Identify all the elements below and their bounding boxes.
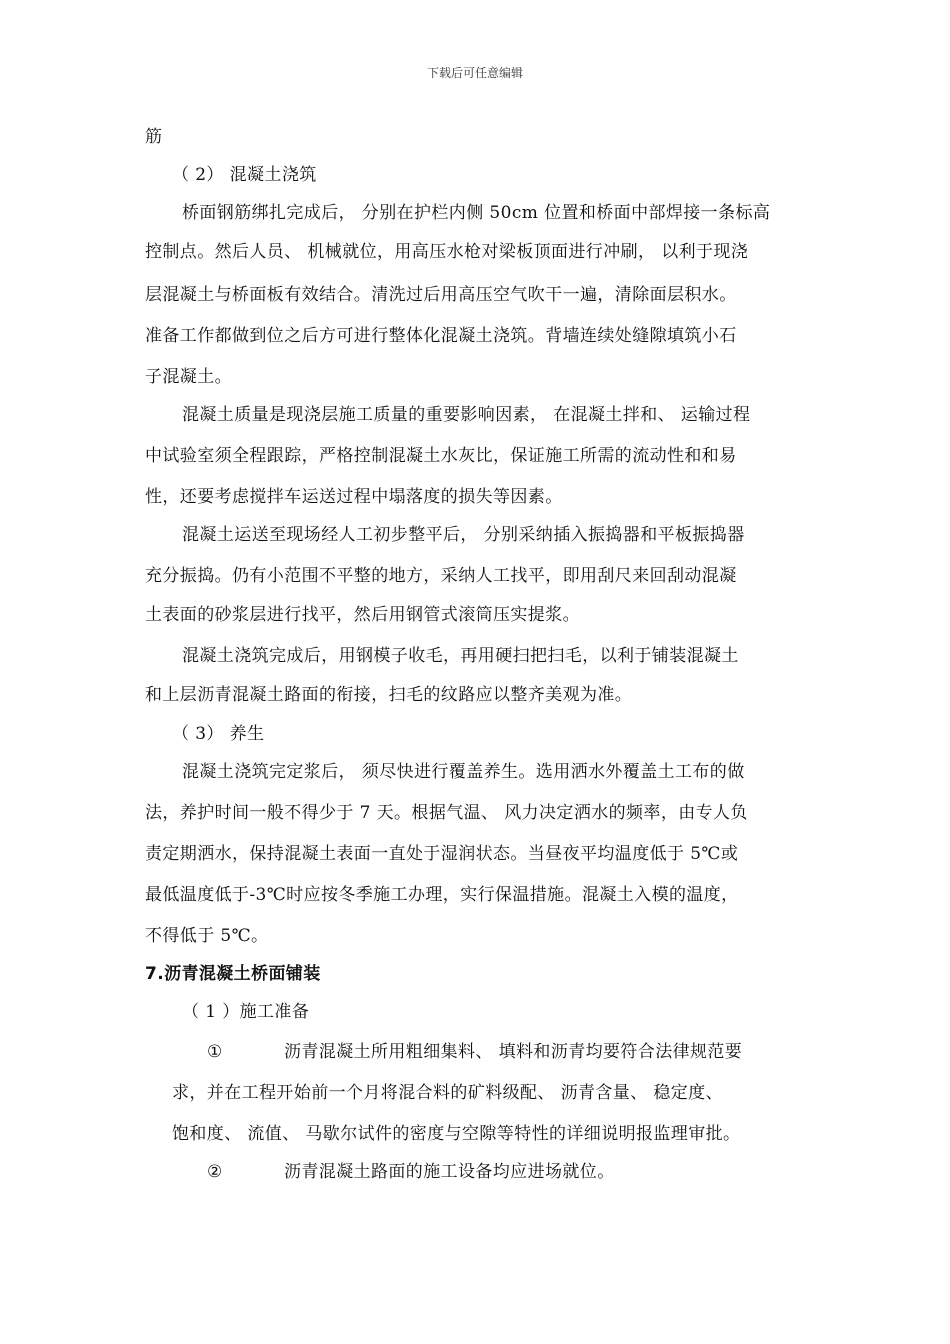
text-line: 桥面钢筋绑扎完成后， 分别在护栏内侧 50cm 位置和桥面中部焊接一条标高 — [182, 203, 771, 223]
page-header: 下载后可任意编辑 — [426, 66, 523, 80]
section-heading-asphalt: 7.沥青混凝土桥面铺装 — [145, 964, 321, 984]
text-line: 准备工作都做到位之后方可进行整体化混凝土浇筑。背墙连续处缝隙填筑小石 — [145, 326, 737, 346]
text-line: 混凝土浇筑完成后，用钢模子收毛，再用硬扫把扫毛，以利于铺装混凝土 — [182, 646, 739, 666]
text-line: 土表面的砂浆层进行找平，然后用钢管式滚筒压实提浆。 — [145, 605, 580, 625]
text-line: 法，养护时间一般不得少于 7 天。根据气温、 风力决定洒水的频率，由专人负 — [145, 803, 748, 823]
section-heading-pouring: （ 2） 混凝土浇筑 — [172, 165, 317, 185]
list-item-text: 沥青混凝土路面的施工设备均应进场就位。 — [284, 1162, 615, 1182]
text-line: 中试验室须全程跟踪，严格控制混凝土水灰比，保证施工所需的流动性和和易 — [145, 446, 737, 466]
list-item-text: 沥青混凝土所用粗细集料、 填料和沥青均要符合法律规范要 — [284, 1042, 743, 1062]
text-line: 责定期洒水，保持混凝土表面一直处于湿润状态。当昼夜平均温度低于 5℃或 — [145, 844, 739, 864]
text-line: 混凝土浇筑完定浆后， 须尽快进行覆盖养生。选用洒水外覆盖土工布的做 — [182, 762, 745, 782]
section-heading-curing: （ 3） 养生 — [172, 724, 265, 744]
text-line: 子混凝土。 — [145, 367, 232, 387]
list-marker-1: ① — [207, 1042, 223, 1062]
text-line: 最低温度低于-3℃时应按冬季施工办理，实行保温措施。混凝土入模的温度， — [145, 885, 739, 905]
text-line: 不得低于 5℃。 — [145, 926, 269, 946]
text-line: 混凝土质量是现浇层施工质量的重要影响因素， 在混凝土拌和、 运输过程 — [182, 405, 751, 425]
subsection-heading-preparation: （ 1 ）施工准备 — [182, 1002, 310, 1022]
text-line: 混凝土运送至现场经人工初步整平后， 分别采纳插入振捣器和平板振捣器 — [182, 525, 745, 545]
text-line: 充分振捣。仍有小范围不平整的地方，采纳人工找平，即用刮尺来回刮动混凝 — [145, 566, 737, 586]
list-item-text: 饱和度、 流值、 马歇尔试件的密度与空隙等特性的详细说明报监理审批。 — [172, 1124, 741, 1144]
text-line: 筋 — [145, 127, 163, 147]
text-line: 层混凝土与桥面板有效结合。清洗过后用高压空气吹干一遍，清除面层积水。 — [145, 285, 737, 305]
text-line: 性，还要考虑搅拌车运送过程中塌落度的损失等因素。 — [145, 487, 563, 507]
list-marker-2: ② — [207, 1162, 223, 1182]
text-line: 控制点。然后人员、 机械就位，用高压水枪对梁板顶面进行冲刷， 以利于现浇 — [145, 242, 749, 262]
list-item-text: 求，并在工程开始前一个月将混合料的矿料级配、 沥青含量、 稳定度、 — [172, 1083, 724, 1103]
text-line: 和上层沥青混凝土路面的衔接，扫毛的纹路应以整齐美观为准。 — [145, 685, 633, 705]
